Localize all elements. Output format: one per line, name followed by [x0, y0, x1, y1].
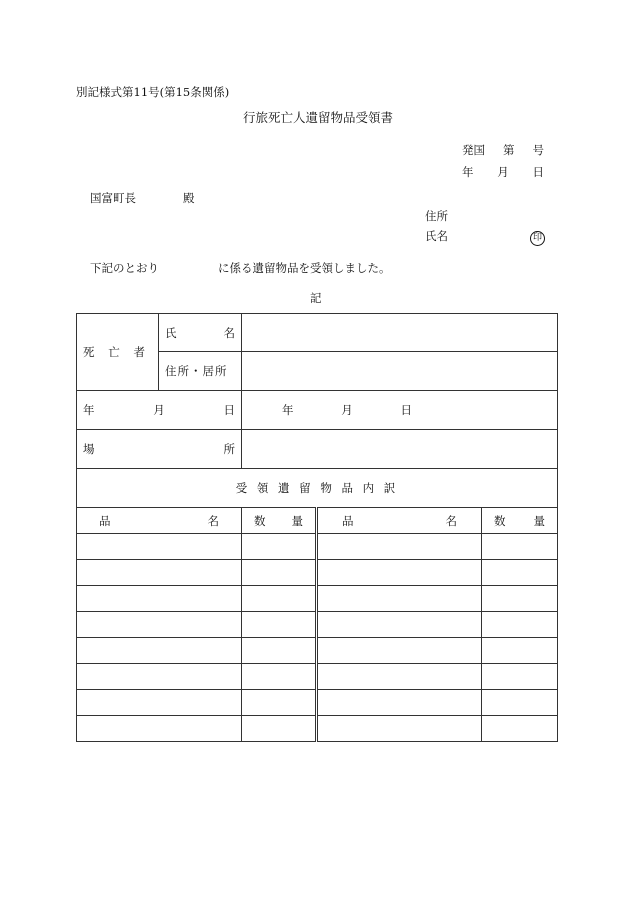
qty-cell[interactable]	[242, 586, 317, 612]
item-cell[interactable]	[317, 586, 482, 612]
deceased-name-value[interactable]	[242, 314, 558, 352]
issue-month: 月	[497, 165, 509, 179]
date2	[282, 402, 412, 418]
issue-year: 年	[462, 165, 474, 179]
qty-cell[interactable]	[242, 612, 317, 638]
address-label: 住所・居所	[165, 364, 228, 378]
date2-cell[interactable]	[242, 391, 558, 430]
deceased-char-3: 者	[133, 345, 145, 359]
inventory-row	[77, 690, 558, 716]
item-cell[interactable]	[77, 716, 242, 742]
qty-header-cell-2	[482, 508, 558, 534]
item-header-2-char-1: 品	[342, 513, 354, 528]
item-cell[interactable]	[77, 560, 242, 586]
qty-header	[254, 513, 303, 529]
inventory-header-row	[77, 469, 558, 508]
item-header-char-1: 品	[99, 513, 111, 528]
inventory-row	[77, 612, 558, 638]
item-cell[interactable]	[77, 586, 242, 612]
qty-cell[interactable]	[482, 612, 558, 638]
item-header-char-2: 名	[207, 513, 219, 528]
issue-dai: 第	[503, 143, 515, 157]
qty-cell[interactable]	[482, 560, 558, 586]
name-label-char-1: 氏	[165, 325, 177, 340]
date1-cell[interactable]	[77, 391, 242, 430]
inventory-row	[77, 534, 558, 560]
item-cell[interactable]	[317, 690, 482, 716]
place-label-cell	[77, 430, 242, 469]
date1-month: 月	[153, 403, 165, 417]
item-cell[interactable]	[77, 612, 242, 638]
item-cell[interactable]	[317, 638, 482, 664]
name-label-char-2: 名	[223, 325, 235, 340]
qty-header-char-1: 数	[254, 513, 266, 528]
issue-number	[462, 143, 544, 157]
date1	[83, 402, 235, 418]
issue-day: 日	[532, 165, 544, 179]
place-label-char-1: 場	[83, 442, 95, 456]
statement-suffix: に係る遺留物品を受領しました。	[218, 261, 391, 275]
qty-header-2-char-2: 量	[533, 513, 546, 528]
qty-cell[interactable]	[482, 690, 558, 716]
inventory-row	[77, 586, 558, 612]
deceased-label	[83, 344, 145, 360]
statement-prefix: 下記のとおり	[90, 261, 159, 275]
item-header-2	[342, 513, 457, 529]
record-table	[76, 313, 558, 742]
inventory-row	[77, 638, 558, 664]
date2-day: 日	[400, 403, 412, 417]
issue-prefix: 発国	[462, 143, 485, 157]
qty-cell[interactable]	[242, 690, 317, 716]
item-cell[interactable]	[77, 690, 242, 716]
ki-label: 記	[310, 291, 322, 305]
date-row	[77, 391, 558, 430]
item-cell[interactable]	[77, 664, 242, 690]
place-row	[77, 430, 558, 469]
qty-cell[interactable]	[242, 638, 317, 664]
inventory-row	[77, 716, 558, 742]
applicant-name-label: 氏名	[425, 229, 448, 243]
item-cell[interactable]	[317, 534, 482, 560]
date2-year: 年	[282, 403, 294, 417]
qty-cell[interactable]	[482, 664, 558, 690]
item-header	[99, 513, 219, 529]
applicant-address-label: 住所	[425, 209, 448, 223]
qty-header-cell	[242, 508, 317, 534]
item-cell[interactable]	[317, 716, 482, 742]
name-label	[165, 325, 235, 341]
place-label-char-2: 所	[223, 442, 235, 456]
item-cell[interactable]	[317, 612, 482, 638]
qty-header-2-char-1: 数	[494, 513, 506, 528]
qty-cell[interactable]	[242, 664, 317, 690]
qty-cell[interactable]	[482, 716, 558, 742]
issue-date	[462, 165, 544, 179]
item-header-cell	[77, 508, 242, 534]
qty-cell[interactable]	[482, 534, 558, 560]
seal-mark	[530, 229, 545, 246]
deceased-label-cell	[77, 314, 159, 391]
name-label-cell	[159, 314, 242, 352]
place-value[interactable]	[242, 430, 558, 469]
place-label	[83, 441, 235, 457]
deceased-char-2: 亡	[108, 345, 120, 359]
inventory-columns-row	[77, 508, 558, 534]
form-reference: 別記様式第11号(第15条関係)	[76, 85, 230, 99]
document-title: 行旅死亡人遺留物品受領書	[243, 110, 394, 125]
qty-cell[interactable]	[482, 586, 558, 612]
date1-day: 日	[223, 403, 235, 417]
qty-header-char-2: 量	[291, 513, 303, 528]
qty-header-2	[494, 513, 545, 529]
item-header-2-char-2: 名	[445, 513, 457, 528]
inventory-row	[77, 560, 558, 586]
qty-cell[interactable]	[242, 534, 317, 560]
item-cell[interactable]	[77, 638, 242, 664]
item-cell[interactable]	[317, 664, 482, 690]
addressee-honorific: 殿	[183, 191, 195, 205]
addressee-name: 国富町長	[90, 191, 136, 205]
address-label-cell	[159, 352, 242, 391]
item-cell[interactable]	[317, 560, 482, 586]
issue-go: 号	[532, 143, 544, 157]
date1-year: 年	[83, 403, 95, 417]
qty-cell[interactable]	[482, 638, 558, 664]
seal-circle: 印	[530, 231, 545, 246]
qty-cell[interactable]	[242, 716, 317, 742]
deceased-name-row	[77, 314, 558, 352]
item-cell[interactable]	[77, 534, 242, 560]
date2-month: 月	[341, 403, 353, 417]
item-header-cell-2	[317, 508, 482, 534]
deceased-address-value[interactable]	[242, 352, 558, 391]
deceased-char-1: 死	[83, 345, 95, 359]
inventory-header: 受 領 遺 留 物 品 内 訳	[77, 469, 558, 508]
qty-cell[interactable]	[242, 560, 317, 586]
inventory-row	[77, 664, 558, 690]
